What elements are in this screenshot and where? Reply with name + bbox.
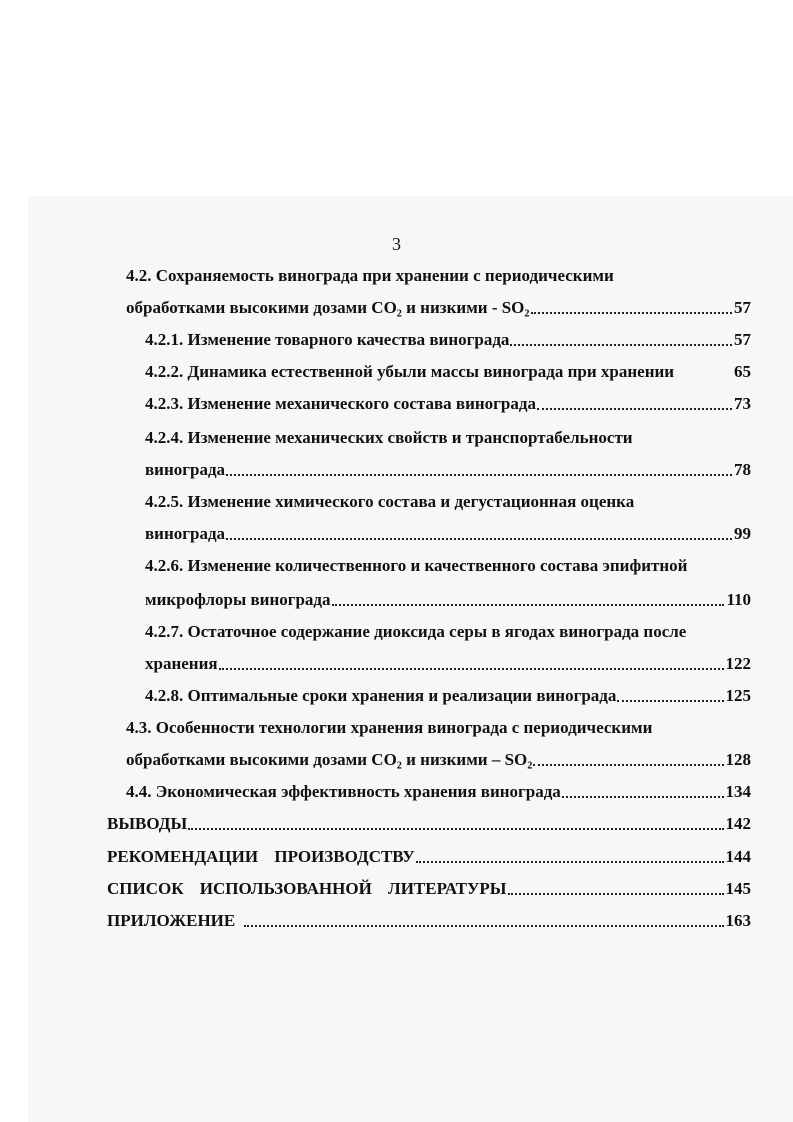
toc-page-number: 144 [725, 847, 751, 866]
toc-entry-4-2-1[interactable] [145, 326, 751, 350]
toc-entry-text: винограда [145, 460, 226, 479]
toc-entry-recommendations[interactable] [107, 843, 751, 867]
toc-page-number: 73 [734, 394, 751, 413]
toc-entry-4-2-5[interactable] [145, 520, 751, 544]
toc-page-number: 110 [726, 590, 751, 609]
leader-dots [531, 312, 732, 314]
toc-entry-text: хранения [145, 654, 218, 673]
toc-entry-text: 4.2.3. Изменение механического состава винограда [145, 394, 536, 413]
toc-page-number: 145 [725, 879, 751, 898]
toc-entry-text: 4.2.2. Динамика естественной убыли массы винограда при хранении [145, 362, 675, 381]
leader-dots [226, 538, 732, 540]
leader-dots [416, 861, 724, 863]
toc-entry-4-2-3[interactable] [145, 390, 751, 414]
toc-entry-4-2-5-line1 [145, 488, 751, 512]
toc-entry-text: 4.3. Особенности технологии хранения винограда с периодическими [126, 718, 653, 737]
toc-page-number: 99 [734, 524, 751, 543]
toc-entry-text: 4.4. Экономическая эффективность хранения винограда [126, 782, 561, 801]
leader-dots [537, 408, 732, 410]
toc-entry-text: микрофлоры винограда [145, 590, 331, 609]
toc-entry-4-2-4[interactable] [145, 456, 751, 480]
toc-page-number: 57 [734, 330, 751, 349]
leader-dots [219, 668, 724, 670]
toc-entry-references[interactable] [107, 875, 751, 899]
toc-page-number: 134 [725, 782, 751, 801]
toc-entry-4-2-7[interactable] [145, 650, 751, 674]
toc-entry-text: 4.2. Сохраняемость винограда при хранении с периодическими [126, 266, 614, 285]
toc-entry-4-4[interactable] [126, 778, 751, 802]
leader-dots [244, 925, 723, 927]
toc-page-number: 78 [734, 460, 751, 479]
toc-entry-text: 4.2.4. Изменение механических свойств и транспортабельности [145, 428, 633, 447]
toc-page-number: 142 [725, 814, 751, 833]
toc-entry-text: РЕКОМЕНДАЦИИ ПРОИЗВОДСТВУ [107, 847, 415, 866]
toc-entry-4-2-2[interactable] [145, 358, 751, 382]
toc-entry-4-3-line1 [126, 714, 751, 738]
toc-entry-4-2[interactable] [126, 294, 751, 318]
toc-page-number: 57 [734, 298, 751, 317]
toc-entry-appendix[interactable] [107, 907, 751, 931]
toc-entry-4-2-7-line1 [145, 618, 751, 642]
toc-entry-text: 4.2.7. Остаточное содержание диоксида серы в ягодах винограда после [145, 622, 687, 641]
leader-dots [562, 796, 724, 798]
toc-entry-text: 4.2.1. Изменение товарного качества винограда [145, 330, 510, 349]
leader-dots [188, 828, 723, 830]
leader-dots [332, 604, 725, 606]
toc-entry-4-2-6-line1 [145, 552, 751, 576]
toc-page-number: 125 [725, 686, 751, 705]
leader-dots [510, 344, 732, 346]
toc-entry-text: 4.2.8. Оптимальные сроки хранения и реализации винограда [145, 686, 617, 705]
leader-dots [533, 764, 723, 766]
page-number: 3 [392, 234, 401, 254]
leader-dots [617, 700, 723, 702]
toc-entry-text: обработками высокими дозами CO₂ и низкими – SO₂ [126, 750, 533, 769]
toc-page-number: 65 [734, 362, 751, 381]
toc-entry-4-3[interactable] [126, 746, 751, 770]
toc-page-number: 163 [725, 911, 751, 930]
toc-page-number: 128 [725, 750, 751, 769]
toc-entry-4-2-4-line1 [145, 424, 751, 448]
toc-entry-text: ПРИЛОЖЕНИЕ [107, 911, 236, 930]
toc-entry-text: обработками высокими дозами CO₂ и низкими - SO₂ [126, 298, 530, 317]
toc-entry-text: СПИСОК ИСПОЛЬЗОВАННОЙ ЛИТЕРАТУРЫ [107, 879, 507, 898]
toc-entry-text: винограда [145, 524, 226, 543]
toc-entry-4-2-line1 [126, 262, 751, 286]
leader-dots [226, 474, 732, 476]
toc-entry-conclusions[interactable] [107, 810, 751, 834]
toc-entry-text: ВЫВОДЫ [107, 814, 188, 833]
toc-entry-text: 4.2.6. Изменение количественного и качественного состава эпифитной [145, 556, 688, 575]
toc-entry-4-2-8[interactable] [145, 682, 751, 706]
toc-entry-text: 4.2.5. Изменение химического состава и дегустационная оценка [145, 492, 635, 511]
toc-page-number: 122 [725, 654, 751, 673]
toc-entry-4-2-6[interactable] [145, 586, 751, 610]
leader-dots [508, 893, 724, 895]
